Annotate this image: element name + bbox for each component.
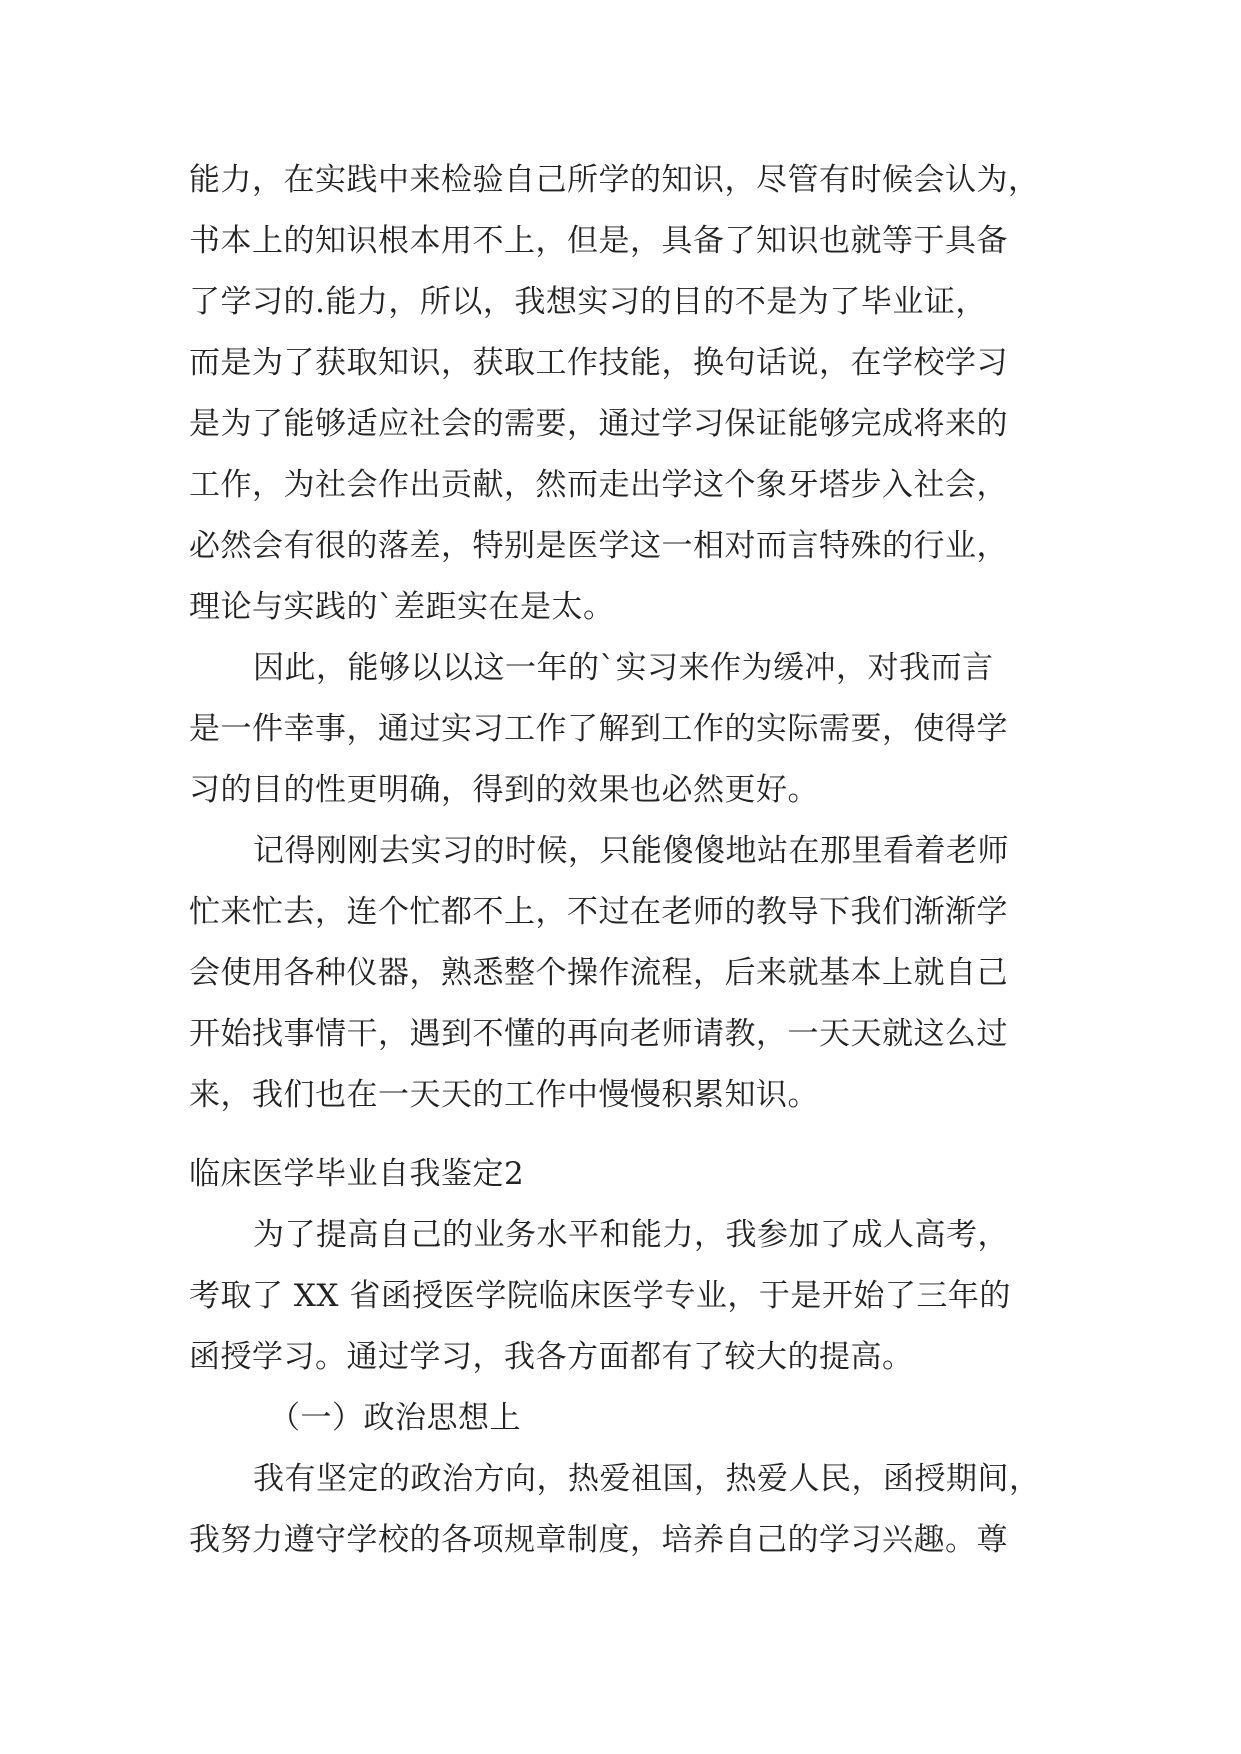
- text-line: 来，我们也在一天天的工作中慢慢积累知识。: [189, 1077, 819, 1113]
- paragraph-internship-memory: [189, 821, 1069, 1126]
- text-line: 书本上的知识根本用不上，但是，具备了知识也就等于具备: [189, 223, 1008, 259]
- text-line: 会使用各种仪器，熟悉整个操作流程，后来就基本上就自己: [189, 955, 1008, 991]
- text-line: 理论与实践的`差距实在是太。: [189, 589, 615, 625]
- text-line: 必然会有很的落差，特别是医学这一相对而言特殊的行业，: [189, 528, 1008, 564]
- text-line: 而是为了获取知识，获取工作技能，换句话说，在学校学习: [189, 345, 1008, 381]
- section-title: [189, 1144, 1069, 1205]
- text-line: 为了提高自己的业务水平和能力，我参加了成人高考，: [253, 1217, 1009, 1253]
- text-line: 我努力遵守学校的各项规章制度，培养自己的学习兴趣。尊: [189, 1522, 1008, 1558]
- subheading-text: （一）政治思想上: [269, 1400, 521, 1436]
- subheading: [189, 1388, 1069, 1449]
- text-line: 忙来忙去，连个忙都不上，不过在老师的教导下我们渐渐学: [189, 894, 1008, 930]
- text-line: 工作，为社会作出贡献，然而走出学这个象牙塔步入社会，: [189, 467, 1008, 503]
- paragraph-internship-purpose: [189, 150, 1069, 638]
- text-line: 记得刚刚去实习的时候，只能傻傻地站在那里看着老师: [253, 833, 1009, 869]
- section-title-text: 临床医学毕业自我鉴定2: [189, 1156, 525, 1192]
- text-line: 是为了能够适应社会的需要，通过学习保证能够完成将来的: [189, 406, 1008, 442]
- paragraph-internship-buffer: [189, 638, 1069, 821]
- text-line: 函授学习。通过学习，我各方面都有了较大的提高。: [189, 1339, 914, 1375]
- text-line: 因此，能够以以这一年的`实习来作为缓冲，对我而言: [253, 650, 994, 686]
- text-line: 是一件幸事，通过实习工作了解到工作的实际需要，使得学: [189, 711, 1008, 747]
- text-line: 了学习的.能力，所以，我想实习的目的不是为了毕业证，: [189, 284, 987, 320]
- paragraph-self-improvement: [189, 1205, 1069, 1388]
- text-line: 习的目的性更明确，得到的效果也必然更好。: [189, 772, 819, 808]
- text-line: 开始找事情干，遇到不懂的再向老师请教，一天天就这么过: [189, 1016, 1008, 1052]
- paragraph-political-thought: [189, 1449, 1069, 1571]
- text-line: 能力，在实践中来检验自己所学的知识，尽管有时候会认为，: [189, 162, 1040, 198]
- text-line: 我有坚定的政治方向，热爱祖国，热爱人民，函授期间，: [253, 1461, 1041, 1497]
- text-line: 考取了 XX 省函授医学院临床医学专业，于是开始了三年的: [189, 1278, 1011, 1314]
